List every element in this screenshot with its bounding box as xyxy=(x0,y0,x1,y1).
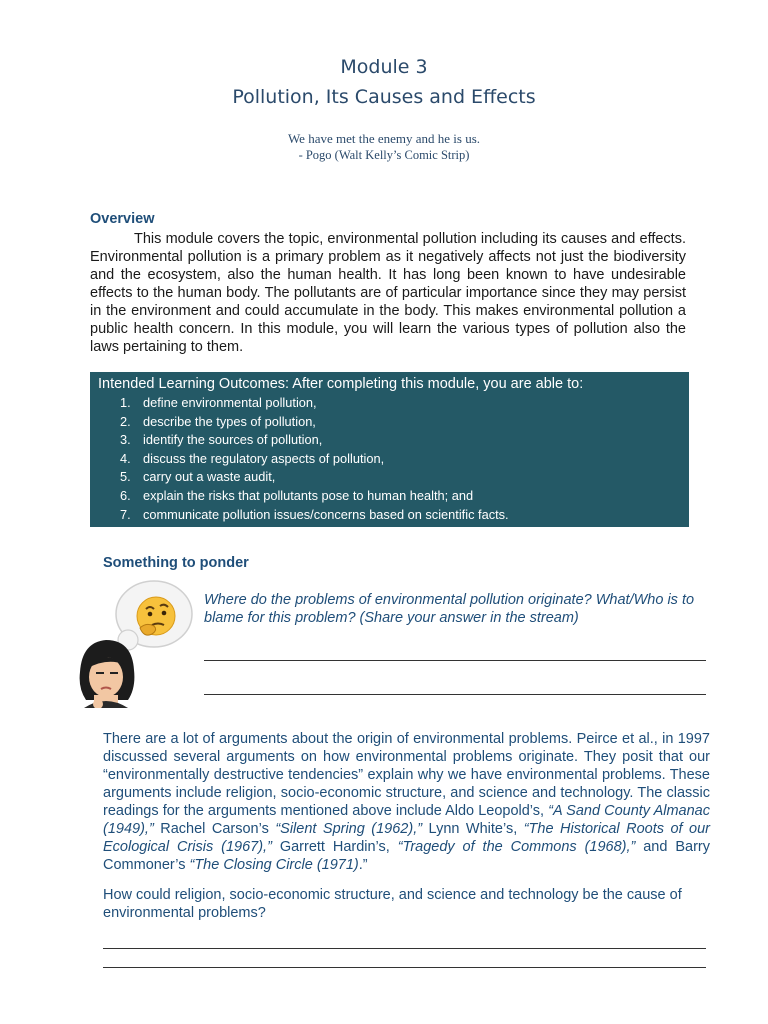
outcome-item: 2. describe the types of pollution, xyxy=(120,413,316,429)
reading-title: “Silent Spring (1962),” xyxy=(275,821,423,837)
answer-line[interactable] xyxy=(103,948,706,949)
arguments-paragraph: There are a lot of arguments about the origin of environmental problems. Peirce et al., in 1997 discussed several arguments on how environmental problems originate. They posit that our “environmentally destructive tendencies” explain why we have environmental problems. These arguments include religion, socio-economic structure, and science and technology. The classic readings for the arguments mentioned above include Aldo Leopold’s, “A Sand County Almanac (1949),” Rachel Carson’s “Silent Spring (1962),” Lynn White’s, “The Historical Roots of our Ecological Crisis (1967),” Garrett Hardin’s, “Tragedy of the Commons (1968),” and Barry Commoner’s “The Closing Circle (1971).” xyxy=(103,731,710,873)
answer-line[interactable] xyxy=(204,660,706,661)
overview-paragraph: This module covers the topic, environmental pollution including its causes and effects. Environmental pollution is a primary problem as it negatively affects not just the biodiversity and the ecosystem, also the human health. It has long been known to have undesirable effects to the human body. The pollutants are of particular importance since they may persist in the environment and could accumulate in the body. This makes environmental pollution a public health concern. In this module, you will learn the various types of pollution also the laws pertaining to them. xyxy=(90,231,686,355)
epigraph-quote: We have met the enemy and he is us. xyxy=(287,131,481,146)
ponder-heading: Something to ponder xyxy=(103,555,249,571)
reading-title: “The Closing Circle (1971) xyxy=(189,857,359,873)
ponder-question: Where do the problems of environmental pollution originate? What/Who is to blame for this problem? (Share your answer in the stream) xyxy=(204,592,695,626)
thinking-girl-with-thought-bubble-icon xyxy=(76,576,196,708)
outcome-item: 4. discuss the regulatory aspects of pollution, xyxy=(120,450,385,466)
outcome-item: 7. communicate pollution issues/concerns based on scientific facts. xyxy=(120,506,509,522)
outcome-item: 3. identify the sources of pollution, xyxy=(120,432,323,448)
reading-title: “The Historical Roots of our Ecological Crisis (1967),” xyxy=(103,821,710,855)
epigraph-attribution: - Pogo (Walt Kelly’s Comic Strip) xyxy=(298,148,470,162)
answer-line[interactable] xyxy=(204,694,706,695)
outcome-item: 6. explain the risks that pollutants pose to human health; and xyxy=(120,487,474,503)
answer-line[interactable] xyxy=(103,967,706,968)
reading-title: “A Sand County Almanac (1949),” xyxy=(103,803,710,837)
reading-title: “Tragedy of the Commons (1968),” xyxy=(397,839,636,855)
outcome-item: 1. define environmental pollution, xyxy=(120,395,317,410)
module-number: Module 3 xyxy=(340,56,428,78)
module-title: Pollution, Its Causes and Effects xyxy=(232,86,536,108)
overview-heading: Overview xyxy=(90,211,155,227)
outcome-item: 5. carry out a waste audit, xyxy=(120,469,276,485)
learning-outcomes-heading: Intended Learning Outcomes: After completing this module, you are able to: xyxy=(98,376,584,392)
learning-outcomes-box xyxy=(90,372,689,527)
discussion-question: How could religion, socio-economic structure, and science and technology be the cause of environmental problems? xyxy=(103,887,682,921)
learning-outcomes-list xyxy=(98,394,689,524)
